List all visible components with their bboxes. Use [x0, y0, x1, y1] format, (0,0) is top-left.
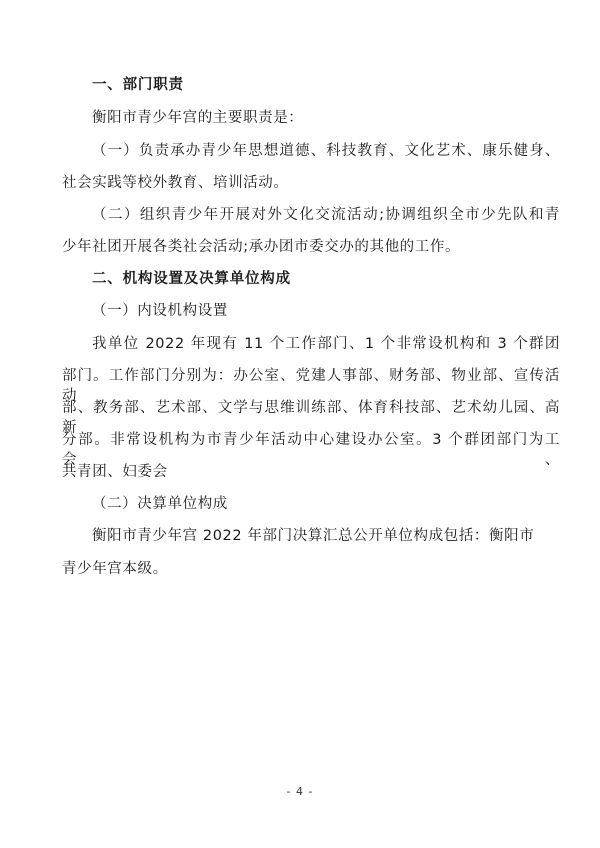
- subsection-heading-budget-units: （二）决算单位构成: [92, 496, 228, 512]
- duty-item-1-line-2: 社会实践等校外教育、培训活动。: [62, 175, 289, 191]
- page-number: - 4 -: [286, 785, 314, 798]
- internal-structure-line-1: 我单位 2022 年现有 11 个工作部门、1 个非常设机构和 3 个群团: [92, 336, 560, 352]
- duty-item-2-line-1: （二）组织青少年开展对外文化交流活动;协调组织全市少先队和青: [92, 207, 560, 223]
- section-heading-department-duties: 一、部门职责: [92, 77, 184, 93]
- budget-units-line-1: 衡阳市青少年宫 2022 年部门决算汇总公开单位构成包括：衡阳市: [92, 528, 535, 544]
- budget-units-line-2: 青少年宫本级。: [62, 561, 168, 577]
- internal-structure-line-3: 部、教务部、艺术部、文学与思维训练部、体育科技部、艺术幼儿园、高新: [62, 400, 560, 436]
- internal-structure-line-5: 共青团、妇委会: [62, 464, 168, 480]
- internal-structure-line-2: 部门。工作部门分别为：办公室、党建人事部、财务部、物业部、宣传活动: [62, 368, 560, 404]
- subsection-heading-internal-structure: （一）内设机构设置: [92, 303, 228, 319]
- internal-structure-line-4: 分部。非常设机构为市青少年活动中心建设办公室。3 个群团部门为工会、: [62, 432, 560, 468]
- duty-item-2-line-2: 少年社团开展各类社会活动;承办团市委交办的其他的工作。: [62, 239, 461, 255]
- duties-intro-text: 衡阳市青少年宫的主要职责是：: [92, 110, 304, 126]
- duty-item-1-line-1: （一）负责承办青少年思想道德、科技教育、文化艺术、康乐健身、: [92, 143, 560, 159]
- section-heading-organization: 二、机构设置及决算单位构成: [92, 271, 291, 287]
